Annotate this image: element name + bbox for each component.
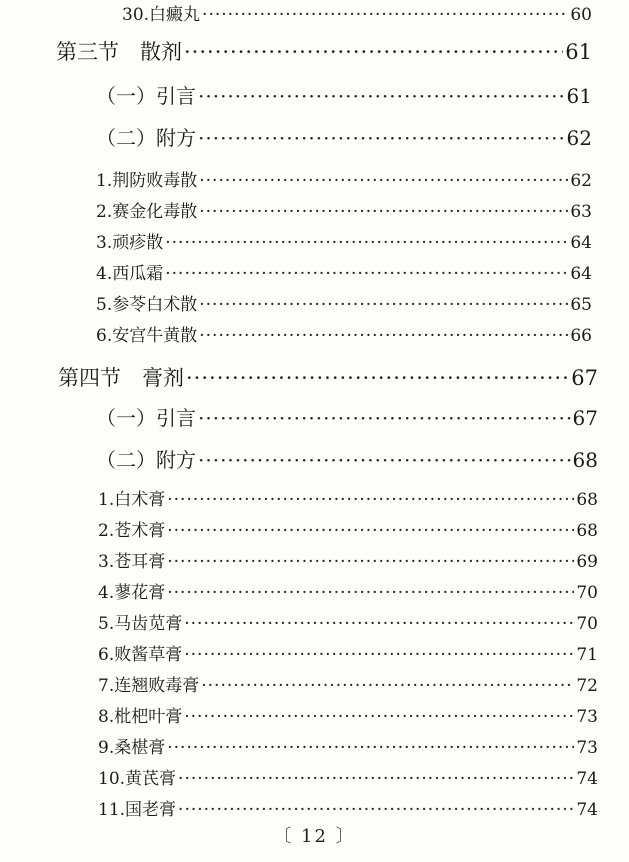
toc-entry-page: 64 (570, 233, 592, 253)
toc-entry-page: 68 (576, 521, 598, 541)
toc-subsection (96, 122, 592, 151)
toc-entry-title: （二）附方 (96, 126, 196, 150)
toc-entry-title: （二）附方 (96, 448, 196, 472)
toc-entry-title: 第三节 散剂 (56, 40, 182, 64)
toc-entry-page: 72 (576, 676, 598, 696)
toc-entry-title: 11.国老膏 (98, 800, 177, 820)
toc-entry-title: 1.白术膏 (98, 490, 166, 510)
toc-entry-title: 6.败酱草膏 (98, 645, 183, 665)
toc-leader-dots (165, 264, 568, 284)
toc-leader-dots (198, 448, 571, 472)
toc-entry (98, 640, 598, 665)
toc-entry-title: 4.蓼花膏 (98, 583, 166, 603)
toc-leader-dots (198, 84, 565, 108)
toc-subsection (96, 80, 592, 109)
toc-entry-page: 60 (570, 5, 592, 25)
toc-entry-title: 2.苍术膏 (98, 521, 166, 541)
toc-entry-page: 62 (570, 171, 592, 191)
toc-leader-dots (199, 326, 568, 346)
toc-entry (98, 516, 598, 541)
toc-entry-page: 73 (576, 707, 598, 727)
toc-entry (98, 609, 598, 634)
toc-entry (98, 764, 598, 789)
toc-entry (98, 671, 598, 696)
toc-entry-page: 67 (572, 406, 598, 430)
toc-leader-dots (167, 738, 574, 758)
toc-entry-title: （一）引言 (96, 406, 196, 430)
toc-leader-dots (184, 707, 574, 727)
toc-entry-page: 73 (576, 738, 598, 758)
toc-entry-page: 64 (570, 264, 592, 284)
toc-entry (98, 485, 598, 510)
toc-leader-dots (167, 490, 574, 510)
toc-entry (96, 259, 592, 284)
toc-entry-title: 30.白癜丸 (122, 5, 201, 25)
toc-leader-dots (184, 645, 574, 665)
toc-entry-page: 63 (570, 202, 592, 222)
toc-entry-title: 9.桑椹膏 (98, 738, 166, 758)
toc-leader-dots (201, 676, 574, 696)
toc-leader-dots (199, 202, 568, 222)
toc-entry-page: 70 (576, 614, 598, 634)
toc-entry-page: 65 (570, 295, 592, 315)
toc-entry-page: 74 (576, 800, 598, 820)
toc-entry-page: 68 (576, 490, 598, 510)
toc-entry-page: 68 (572, 448, 598, 472)
toc-entry (98, 702, 598, 727)
toc-entry-page: 69 (576, 552, 598, 572)
toc-subsection (96, 444, 598, 473)
toc-leader-dots (178, 800, 574, 820)
toc-entry-title: 3.顽疹散 (96, 233, 164, 253)
toc-entry-page: 70 (576, 583, 598, 603)
toc-entry-title: （一）引言 (96, 84, 196, 108)
toc-entry-title: 6.安宫牛黄散 (96, 326, 198, 346)
toc-leader-dots (184, 614, 574, 634)
toc-entry-title: 10.黄芪膏 (98, 769, 177, 789)
toc-entry-title: 7.连翘败毒膏 (98, 676, 200, 696)
toc-entry (98, 578, 598, 603)
toc-entry (98, 547, 598, 572)
toc-leader-dots (167, 521, 574, 541)
toc-section-heading (58, 362, 598, 392)
toc-entry-page: 67 (571, 366, 598, 390)
toc-entry (96, 166, 592, 191)
toc-leader-dots (202, 5, 568, 25)
page-number: 〔 12 〕 (273, 826, 356, 847)
toc-leader-dots (199, 171, 568, 191)
toc-entry-title: 3.苍耳膏 (98, 552, 166, 572)
toc-section-heading (56, 36, 592, 66)
toc-leader-dots (199, 295, 568, 315)
toc-leader-dots (198, 126, 565, 150)
toc-entry-page: 61 (565, 40, 592, 64)
toc-entry-page: 71 (576, 645, 598, 665)
toc-leader-dots (167, 583, 574, 603)
toc-entry-page: 66 (570, 326, 592, 346)
toc-leader-dots (165, 233, 568, 253)
toc-entry-title: 8.枇杷叶膏 (98, 707, 183, 727)
toc-leader-dots (186, 366, 569, 390)
toc-entry-title: 2.赛金化毒散 (96, 202, 198, 222)
toc-entry-title: 4.西瓜霜 (96, 264, 164, 284)
toc-leader-dots (178, 769, 574, 789)
toc-entry-page: 61 (566, 84, 592, 108)
toc-leader-dots (198, 406, 571, 430)
toc-leader-dots (167, 552, 574, 572)
toc-entry-title: 5.参苓白术散 (96, 295, 198, 315)
toc-subsection (96, 402, 598, 431)
toc-entry (98, 795, 598, 820)
toc-leader-dots (184, 40, 563, 64)
toc-entry (98, 733, 598, 758)
toc-entry-title: 5.马齿苋膏 (98, 614, 183, 634)
toc-entry-title: 1.荆防败毒散 (96, 171, 198, 191)
toc-entry (96, 321, 592, 346)
toc-entry-page: 62 (566, 126, 592, 150)
toc-entry (96, 290, 592, 315)
toc-entry-page: 74 (576, 769, 598, 789)
toc-entry (96, 197, 592, 222)
toc-entry (96, 228, 592, 253)
toc-entry (122, 0, 592, 25)
toc-entry-title: 第四节 膏剂 (58, 366, 184, 390)
